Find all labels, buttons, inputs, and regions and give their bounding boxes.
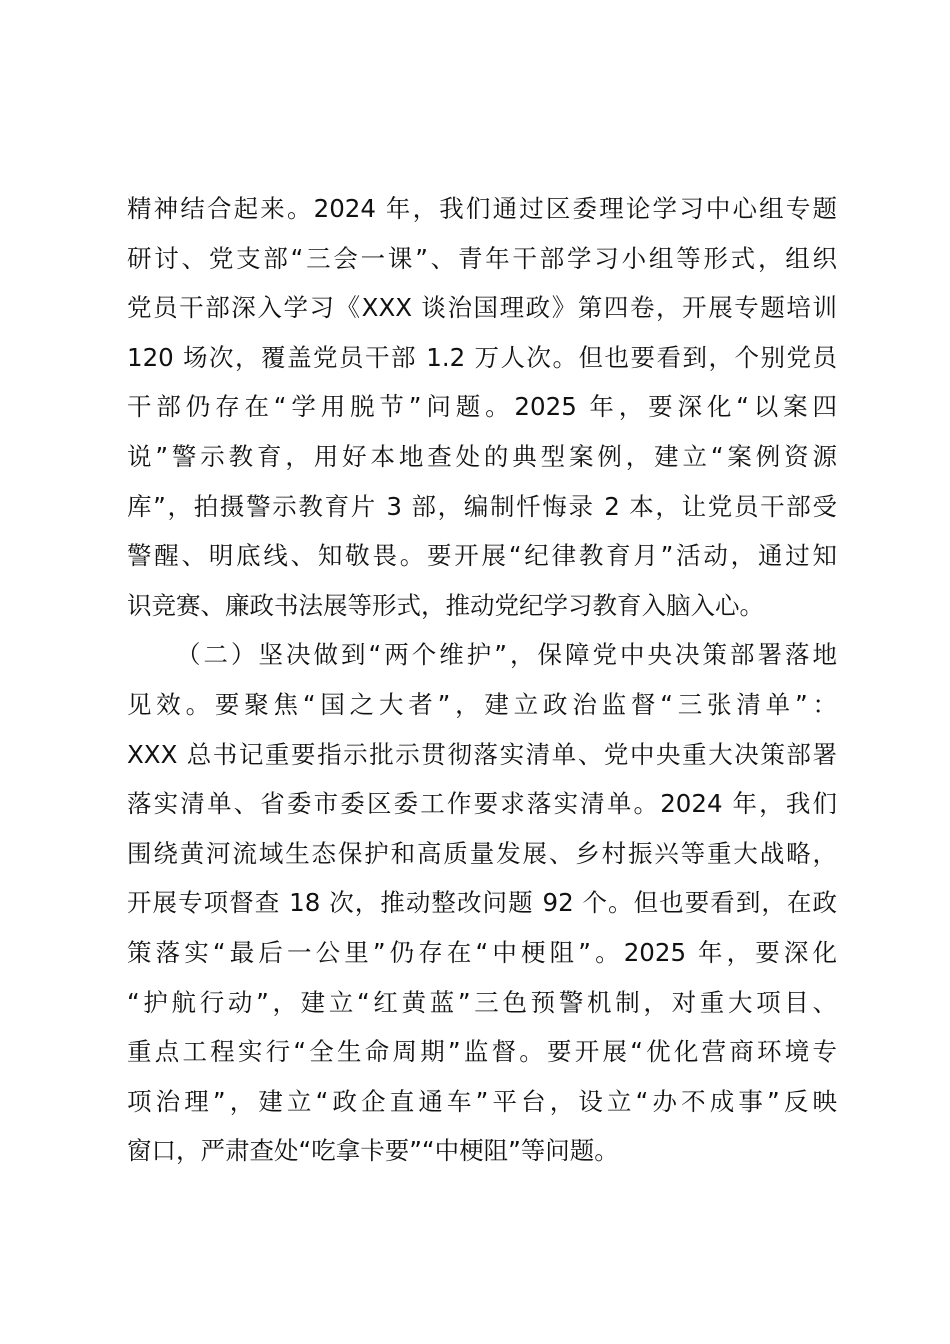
paragraph-1 [127,184,837,630]
text-line: 库”，拍摄警示教育片 3 部，编制忏悔录 2 本，让党员干部受 [127,491,837,521]
text-line: 项治理”，建立“政企直通车”平台，设立“办不成事”反映 [127,1086,837,1116]
text-line: 重点工程实行“全生命周期”监督。要开展“优化营商环境专 [127,1037,837,1067]
text-line: 警醒、明底线、知敬畏。要开展“纪律教育月”活动，通过知 [127,541,837,571]
text-line: XXX 总书记重要指示批示贯彻落实清单、党中央重大决策部署 [127,739,837,769]
text-line: 研讨、党支部“三会一课”、青年干部学习小组等形式，组织 [127,243,837,273]
text-line: 围绕黄河流域生态保护和高质量发展、乡村振兴等重大战略， [127,838,837,868]
text-line: 说”警示教育，用好本地查处的典型案例，建立“案例资源 [127,441,837,471]
text-line: 见效。要聚焦“国之大者”，建立政治监督“三张清单”： [127,689,837,719]
text-line: 精神结合起来。2024 年，我们通过区委理论学习中心组专题 [127,194,837,223]
text-line: 落实清单、省委市委区委工作要求落实清单。2024 年，我们 [127,789,837,819]
text-line: 120 场次，覆盖党员干部 1.2 万人次。但也要看到，个别党员 [127,342,837,372]
text-line: 策落实“最后一公里”仍存在“中梗阻”。2025 年，要深化 [127,937,837,967]
text-line: 识竞赛、廉政书法展等形式，推动党纪学习教育入脑入心。 [127,590,764,620]
section-heading-line: （二）坚决做到“两个维护”，保障党中央决策部署落地 [176,640,837,670]
text-line: “护航行动”，建立“红黄蓝”三色预警机制，对重大项目、 [127,987,837,1017]
body-text [127,184,837,1176]
text-line: 窗口，严肃查处“吃拿卡要”“中梗阻”等问题。 [127,1136,619,1166]
paragraph-2 [127,630,837,1176]
text-line: 开展专项督查 18 次，推动整改问题 92 个。但也要看到，在政 [127,888,837,918]
text-line: 党员干部深入学习《XXX 谈治国理政》第四卷，开展专题培训 [127,293,837,323]
text-line: 干部仍存在“学用脱节”问题。2025 年，要深化“以案四 [127,392,837,422]
